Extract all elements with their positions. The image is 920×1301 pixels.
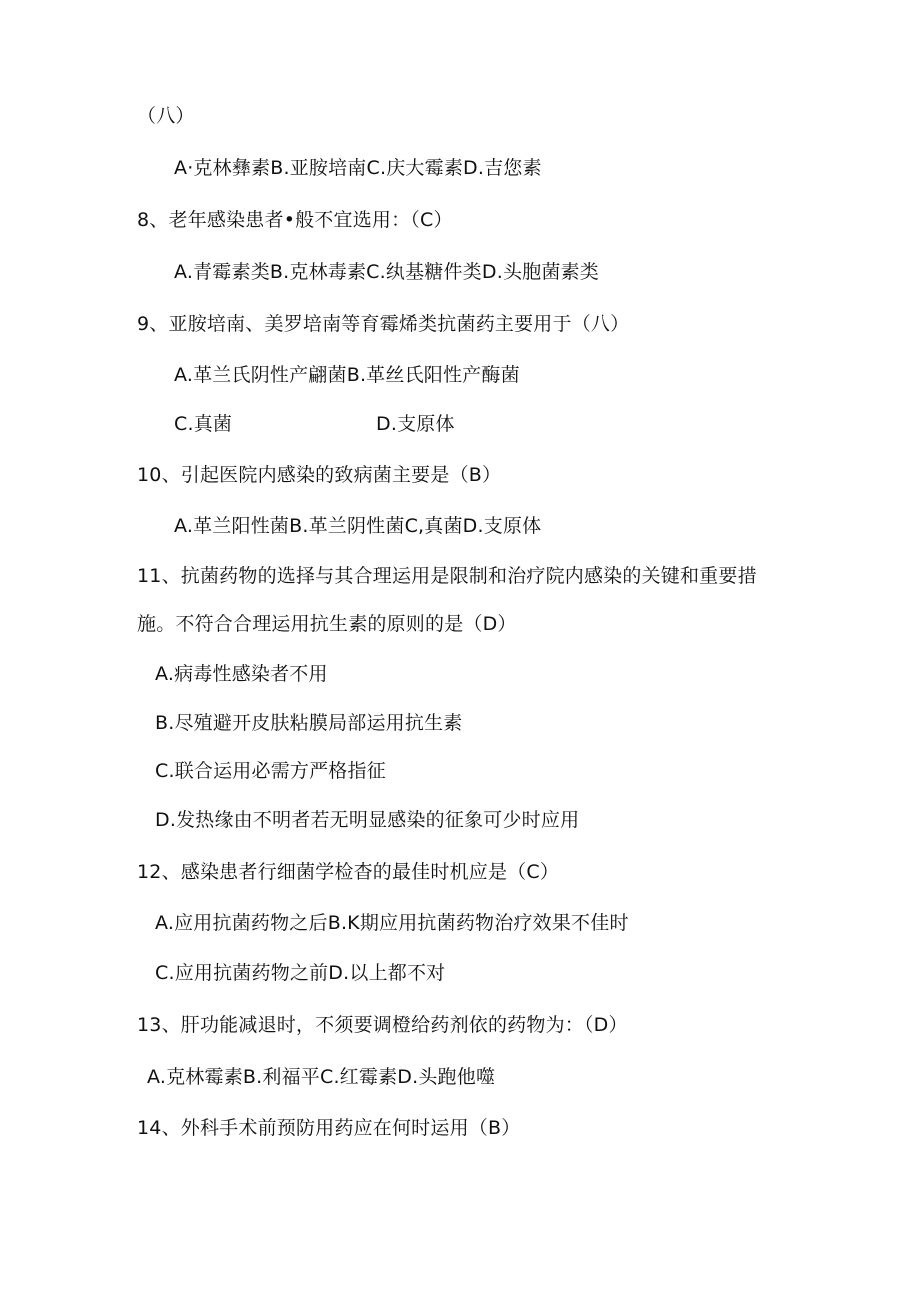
answer-options: A.革兰氏阴性产翩菌B.革丝氏阳性产酶菌 [174, 364, 520, 386]
answer-options: A.青霉素类B.克林毒素C.纨基糖件类D.头胞菌素类 [174, 261, 599, 283]
answer-options: A·克林彝素B.亚胺培南C.庆大霉素D.吉您素 [174, 157, 542, 179]
question-10: 10、引起医院内感染的致病菌主要是（B） [137, 464, 502, 486]
answer-option-d: D.支原体 [376, 413, 455, 435]
question-12: 12、感染患者行细菌学检杳的最佳时机应是（C） [137, 861, 560, 883]
answer-option-c: C.真菌 [174, 413, 233, 435]
answer-options: A.应用抗菌药物之后B.K期应用抗菌药物治疗效果不佳时 [155, 912, 629, 934]
answer-option-d: D.发热缘由不明者若无明显感染的征象可少时应用 [155, 809, 580, 831]
question-9: 9、亚胺培南、美罗培南等育霉烯类抗菌药主要用于（八） [137, 313, 630, 335]
answer-options: A.克林霉素B.利福平C.红霉素D.头跑他噬 [147, 1066, 496, 1088]
question-11: 11、抗菌药物的选择与其合理运用是限制和治疗院内感染的关键和重要措 [137, 565, 757, 587]
answer-options: A.革兰阳性菌B.革兰阴性菌C,真菌D.支原体 [174, 515, 542, 537]
answer-option-b: B.尽殖避开皮肤粘膜局部运用抗生素 [155, 712, 463, 734]
answer-option-a: A.病毒性感染者不用 [155, 663, 328, 685]
question-11-continued: 施。不符合合理运用抗生素的原则的是（D） [137, 613, 517, 635]
answer-options: C.应用抗菌药物之前D.以上都不对 [155, 962, 446, 984]
question-8: 8、老年感染患者•般不宜选用：（C） [137, 209, 453, 231]
question-14: 14、外科手术前预防用药应在何时运用（B） [137, 1117, 521, 1139]
answer-option-line: （八） [137, 105, 195, 127]
question-13: 13、肝功能减退时，不须要调橙给药剂依的药物为：（D） [137, 1014, 628, 1036]
answer-option-c: C.联合运用必需方严格指征 [155, 760, 386, 782]
